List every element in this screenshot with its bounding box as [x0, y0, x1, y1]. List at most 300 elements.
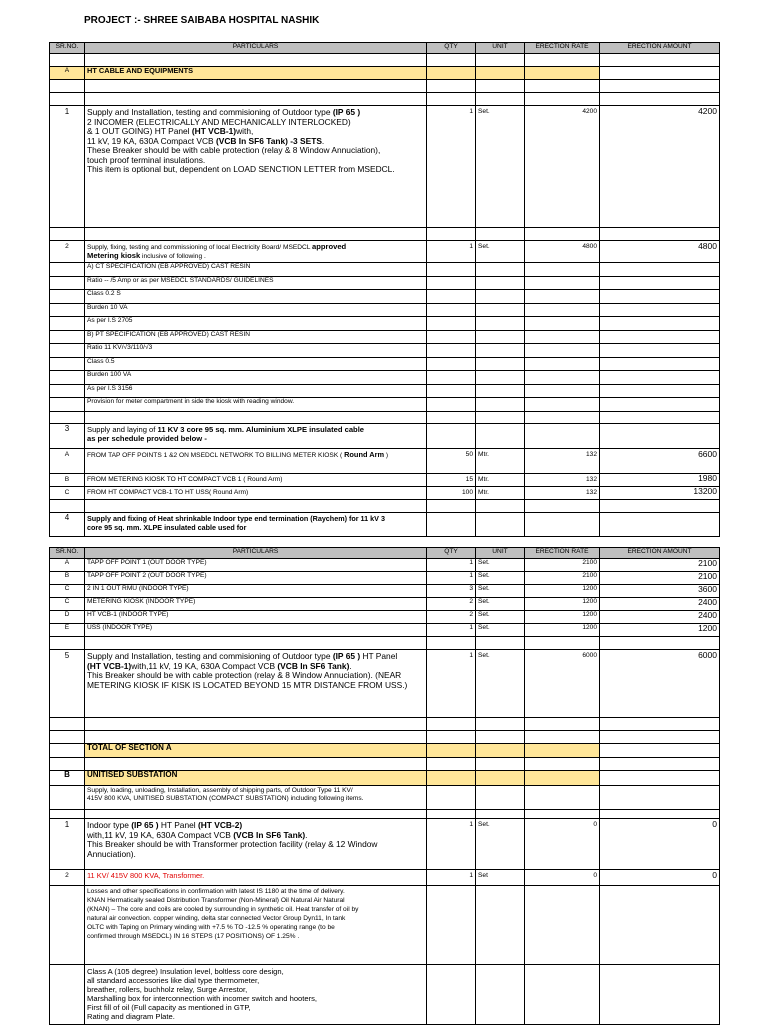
item-1-row [50, 106, 720, 228]
blank-row [50, 499, 720, 512]
table-header-row [50, 43, 720, 54]
empty-cell [427, 423, 476, 448]
spec-text: Class 0.5 [85, 357, 427, 371]
empty-cell [600, 93, 720, 106]
item-3-sr: 3 [50, 423, 85, 448]
table-cell: C [50, 585, 85, 598]
boq-table-2 [49, 547, 720, 1025]
empty-cell [600, 499, 720, 512]
item-2-row [50, 241, 720, 263]
item-3a-qty: 50 [427, 448, 476, 473]
section-a-sr: A [50, 67, 85, 80]
empty-cell [427, 965, 476, 1025]
empty-cell [476, 93, 525, 106]
empty-cell [525, 263, 600, 277]
empty-cell [50, 810, 85, 819]
empty-cell [476, 423, 525, 448]
empty-cell [476, 758, 525, 771]
empty-cell [525, 384, 600, 398]
empty-cell [525, 54, 600, 67]
item-3b-row [50, 473, 720, 486]
table-cell: 1200 [525, 585, 600, 598]
item-4-sr: 4 [50, 512, 85, 536]
empty-cell [600, 344, 720, 358]
item-3a-text: FROM TAP OFF POINTS 1 &2 ON MSEDCL NETWORK TO BILLING METER KIOSK ( Round Arm ) [85, 448, 427, 473]
empty-cell [427, 411, 476, 423]
item-5-qty: 1 [427, 650, 476, 718]
item-3-description: Supply and laying of 11 KV 3 core 95 sq. mm. Aluminium XLPE insulated cable as per schedule provided below - [85, 423, 427, 448]
blank-row [50, 411, 720, 423]
empty-cell [476, 344, 525, 358]
project-title: PROJECT :- SHREE SAIBABA HOSPITAL NASHIK [84, 15, 320, 26]
empty-cell [600, 357, 720, 371]
header-qty: QTY [427, 43, 476, 54]
empty-cell [50, 731, 85, 744]
empty-cell [427, 786, 476, 810]
spec-row [50, 344, 720, 358]
spec-row [50, 384, 720, 398]
empty-cell [85, 80, 427, 93]
blank-row [50, 637, 720, 650]
empty-cell [476, 303, 525, 317]
blank-row [50, 80, 720, 93]
header-srno: SR.NO. [50, 43, 85, 54]
empty-cell [600, 810, 720, 819]
item-1-description: Supply and Installation, testing and commisioning of Outdoor type (IP 65 ) 2 INCOMER (ELECTRICALLY AND MECHANICALLY INTERLOCKED) & 1 OUT GOING) HT Panel (HT VCB-1)with, 11 kV, 19 KA, 630A Compact VCB (VCB In SF6 Tank) -3 SETS. These Breaker should be with cable protection (relay & 8 Window Annuciation), touch proof terminal insulations. This item is optional but, dependent on LOAD SENCTION LETTER from MSEDCL. [85, 106, 427, 228]
item-2-unit: Set. [476, 241, 525, 263]
empty-cell [50, 317, 85, 331]
empty-cell [600, 290, 720, 304]
empty-cell [476, 810, 525, 819]
blank-row [50, 228, 720, 241]
item-4-row [50, 512, 720, 536]
empty-cell [525, 731, 600, 744]
empty-cell [600, 228, 720, 241]
empty-cell [476, 357, 525, 371]
empty-cell [600, 786, 720, 810]
spec-row [50, 330, 720, 344]
empty-cell [476, 54, 525, 67]
item-3a-row [50, 448, 720, 473]
empty-cell [427, 499, 476, 512]
empty-cell [50, 228, 85, 241]
item-2-description: Supply, fixing, testing and commissioning of local Electricity Board/ MSEDCL approved Metering kiosk inclusive of following . [85, 241, 427, 263]
empty-cell [50, 718, 85, 731]
empty-cell [525, 718, 600, 731]
empty-cell [525, 786, 600, 810]
spec-row [50, 276, 720, 290]
empty-cell [427, 330, 476, 344]
empty-cell [476, 290, 525, 304]
empty-cell [50, 499, 85, 512]
empty-cell [525, 398, 600, 412]
item-2-rate: 4800 [525, 241, 600, 263]
empty-cell [525, 423, 600, 448]
empty-cell [600, 371, 720, 385]
empty-cell [427, 637, 476, 650]
table-cell: E [50, 624, 85, 637]
spec-row [50, 290, 720, 304]
section-b-description: Supply, loading, unloading, Installation, assembly of shipping parts, of Outdoor Type 11 KV/ 415V 800 KVA, UNITISED SUBSTATION (COMPACT SUBSTATION) including following items. [85, 786, 427, 810]
item-2-amount: 4800 [600, 241, 720, 263]
empty-cell [427, 512, 476, 536]
empty-cell [600, 263, 720, 277]
empty-cell [525, 67, 600, 80]
empty-cell [600, 886, 720, 965]
spec-text: As per I.S 2705 [85, 317, 427, 331]
section-a-row [50, 67, 720, 80]
table-cell: 3 [427, 585, 476, 598]
empty-cell [525, 411, 600, 423]
item-b2-description: Losses and other specifications in confirmation with latest IS 1180 at the time of delivery. KNAN Hermatically sealed Distribution Transformer (Non-Mineral) Oil Natural Air Natural (KNAN) – The core and coils are cooled by surrounding in synthetic oil. Heat transfer of oil by natural air convection. copper winding, delta star connected Vector Group Dyn11, In tank OLTC with Taping on Primary winding with +7.5 % TO -12.5 % operating range (to be confirmed through MSEDCL) IN 16 STEPS (17 POSITIONS) OF 1.25% . [85, 886, 427, 965]
header-qty: QTY [427, 548, 476, 559]
item-3a-sr: A [50, 448, 85, 473]
item-4-description: Supply and fixing of Heat shrinkable Indoor type end termination (Raychem) for 11 kV 3 core 95 sq. mm. XLPE insulated cable used for [85, 512, 427, 536]
item-3b-unit: Mtr. [476, 473, 525, 486]
empty-cell [600, 512, 720, 536]
item-2-qty: 1 [427, 241, 476, 263]
item-b2-desc2-row [50, 965, 720, 1025]
table-row [50, 624, 720, 637]
empty-cell [600, 718, 720, 731]
item-3c-rate: 132 [525, 486, 600, 499]
item-b1-rate: 0 [525, 819, 600, 870]
empty-cell [525, 228, 600, 241]
empty-cell [50, 357, 85, 371]
item-5-amount: 6000 [600, 650, 720, 718]
blank-row [50, 810, 720, 819]
table-cell: 2100 [600, 559, 720, 572]
empty-cell [600, 80, 720, 93]
table-cell: 2100 [525, 572, 600, 585]
empty-cell [476, 512, 525, 536]
empty-cell [50, 965, 85, 1025]
spec-row [50, 263, 720, 277]
empty-cell [476, 263, 525, 277]
table-cell: 2100 [600, 572, 720, 585]
table-header-row [50, 548, 720, 559]
empty-cell [85, 499, 427, 512]
item-3c-sr: C [50, 486, 85, 499]
empty-cell [525, 771, 600, 786]
section-b-row [50, 771, 720, 786]
spec-text: Class 0.2 S [85, 290, 427, 304]
table-cell: 2 IN 1 OUT RMU (INDOOR TYPE) [85, 585, 427, 598]
blank-row [50, 93, 720, 106]
item-3b-qty: 15 [427, 473, 476, 486]
spec-row [50, 317, 720, 331]
table-cell: 2100 [525, 559, 600, 572]
empty-cell [600, 330, 720, 344]
total-section-a-row [50, 744, 720, 758]
empty-cell [85, 718, 427, 731]
empty-cell [476, 965, 525, 1025]
table-cell: 1 [427, 624, 476, 637]
empty-cell [427, 303, 476, 317]
item-5-row [50, 650, 720, 718]
header-erection-rate: ERECTION RATE [525, 43, 600, 54]
empty-cell [476, 398, 525, 412]
empty-cell [525, 290, 600, 304]
empty-cell [85, 810, 427, 819]
spec-text: Ratio -- /5 Amp or as per MSEDCL STANDARDS/ GUIDELINES [85, 276, 427, 290]
empty-cell [600, 965, 720, 1025]
spec-row [50, 357, 720, 371]
table-row [50, 585, 720, 598]
blank-row [50, 731, 720, 744]
empty-cell [50, 80, 85, 93]
empty-cell [427, 276, 476, 290]
empty-cell [600, 758, 720, 771]
item-3-row [50, 423, 720, 448]
item-3c-unit: Mtr. [476, 486, 525, 499]
spec-text: Burden 100 VA [85, 371, 427, 385]
empty-cell [427, 54, 476, 67]
empty-cell [427, 317, 476, 331]
item-1-unit: Set. [476, 106, 525, 228]
section-a-title: HT CABLE AND EQUIPMENTS [85, 67, 427, 80]
table-cell: 2 [427, 598, 476, 611]
item-5-sr: 5 [50, 650, 85, 718]
table-cell: D [50, 611, 85, 624]
empty-cell [427, 718, 476, 731]
empty-cell [525, 93, 600, 106]
empty-cell [50, 263, 85, 277]
empty-cell [525, 357, 600, 371]
item-b1-description: Indoor type (IP 65 ) HT Panel (HT VCB-2) with,11 kV, 19 KA, 630A Compact VCB (VCB In SF6 Tank). This Breaker should be with Transformer protection facility (relay & 12 Window Annuciation). [85, 819, 427, 870]
item-1-qty: 1 [427, 106, 476, 228]
empty-cell [476, 499, 525, 512]
table-cell: Set. [476, 585, 525, 598]
empty-cell [525, 303, 600, 317]
section-b-title: UNITISED SUBSTATION [85, 771, 427, 786]
empty-cell [525, 758, 600, 771]
item-3c-text: FROM HT COMPACT VCB-1 TO HT USS( Round Arm) [85, 486, 427, 499]
empty-cell [50, 411, 85, 423]
empty-cell [525, 499, 600, 512]
blank-row [50, 718, 720, 731]
empty-cell [476, 384, 525, 398]
empty-cell [525, 744, 600, 758]
section-b-desc-row [50, 786, 720, 810]
table-cell: 1200 [525, 598, 600, 611]
item-b2-rate: 0 [525, 870, 600, 886]
empty-cell [476, 80, 525, 93]
empty-cell [50, 330, 85, 344]
header-unit: UNIT [476, 548, 525, 559]
empty-cell [476, 718, 525, 731]
item-b1-row [50, 819, 720, 870]
item-5-description: Supply and Installation, testing and commisioning of Outdoor type (IP 65 ) HT Panel (HT VCB-1)with,11 kV, 19 KA, 630A Compact VCB (VCB In SF6 Tank). This Breaker should be with cable protection (relay & 8 Window Annuciation). (NEAR METERING KIOSK IF KISK IS LOCATED BEYOND 15 MTR DISTANCE FROM USS.) [85, 650, 427, 718]
empty-cell [427, 67, 476, 80]
item-1-amount: 4200 [600, 106, 720, 228]
empty-cell [427, 228, 476, 241]
table-cell: TAPP OFF POINT 1 (OUT DOOR TYPE) [85, 559, 427, 572]
empty-cell [476, 371, 525, 385]
empty-cell [427, 886, 476, 965]
empty-cell [476, 786, 525, 810]
empty-cell [600, 637, 720, 650]
header-srno: SR.NO. [50, 548, 85, 559]
empty-cell [85, 93, 427, 106]
empty-cell [427, 80, 476, 93]
empty-cell [427, 357, 476, 371]
empty-cell [525, 965, 600, 1025]
empty-cell [476, 317, 525, 331]
table-cell: Set. [476, 611, 525, 624]
empty-cell [600, 54, 720, 67]
empty-cell [600, 423, 720, 448]
item-b2-title: 11 KV/ 415V 800 KVA, Transformer. [85, 870, 427, 886]
empty-cell [476, 886, 525, 965]
empty-cell [476, 771, 525, 786]
empty-cell [85, 411, 427, 423]
item-3b-amount: 1980 [600, 473, 720, 486]
item-b2-amount: 0 [600, 870, 720, 886]
item-3b-sr: B [50, 473, 85, 486]
empty-cell [50, 303, 85, 317]
empty-cell [525, 637, 600, 650]
empty-cell [427, 384, 476, 398]
spec-text: A) CT SPECIFICATION (EB APPROVED) CAST RESIN [85, 263, 427, 277]
table-cell: 1200 [600, 624, 720, 637]
empty-cell [50, 398, 85, 412]
table-cell: Set. [476, 559, 525, 572]
empty-cell [525, 330, 600, 344]
empty-cell [525, 80, 600, 93]
item-3a-unit: Mtr. [476, 448, 525, 473]
empty-cell [427, 93, 476, 106]
header-erection-rate: ERECTION RATE [525, 548, 600, 559]
item-3c-qty: 100 [427, 486, 476, 499]
item-b2-description-2: Class A (105 degree) Insulation level, boltless core design, all standard accessories like dial type thermometer, breather, rollers, buchholz relay, Surge Arrestor, Marshalling box for interconnection with incomer switch and hooters, First fill of oil (Full capacity as mentioned in GTP, Rating and diagram Plate. [85, 965, 427, 1025]
item-5-unit: Set. [476, 650, 525, 718]
empty-cell [50, 786, 85, 810]
empty-cell [85, 54, 427, 67]
empty-cell [600, 384, 720, 398]
item-3b-text: FROM METERING KIOSK TO HT COMPACT VCB 1 ( Round Arm) [85, 473, 427, 486]
header-unit: UNIT [476, 43, 525, 54]
empty-cell [476, 744, 525, 758]
item-b2-unit: Set [476, 870, 525, 886]
empty-cell [85, 758, 427, 771]
empty-cell [50, 637, 85, 650]
table-cell: A [50, 559, 85, 572]
item-b2-row [50, 870, 720, 886]
empty-cell [427, 744, 476, 758]
item-3b-rate: 132 [525, 473, 600, 486]
table-cell: 1 [427, 559, 476, 572]
empty-cell [600, 744, 720, 758]
empty-cell [427, 263, 476, 277]
spec-row [50, 303, 720, 317]
empty-cell [50, 384, 85, 398]
item-b2-sr: 2 [50, 870, 85, 886]
blank-row [50, 54, 720, 67]
table-row [50, 572, 720, 585]
item-b1-qty: 1 [427, 819, 476, 870]
empty-cell [525, 886, 600, 965]
empty-cell [427, 344, 476, 358]
empty-cell [50, 290, 85, 304]
table-row [50, 598, 720, 611]
total-section-a-label: TOTAL OF SECTION A [85, 744, 427, 758]
table-cell: 3600 [600, 585, 720, 598]
empty-cell [50, 886, 85, 965]
section-b-sr: B [50, 771, 85, 786]
empty-cell [50, 276, 85, 290]
empty-cell [427, 731, 476, 744]
empty-cell [50, 54, 85, 67]
spec-text: Ratio 11 KV/√3/110/√3 [85, 344, 427, 358]
empty-cell [476, 276, 525, 290]
empty-cell [525, 317, 600, 331]
empty-cell [50, 758, 85, 771]
empty-cell [427, 810, 476, 819]
table-cell: TAPP OFF POINT 2 (OUT DOOR TYPE) [85, 572, 427, 585]
empty-cell [50, 371, 85, 385]
item-2-sr: 2 [50, 241, 85, 263]
item-b1-sr: 1 [50, 819, 85, 870]
empty-cell [476, 67, 525, 80]
table-cell: 1200 [525, 624, 600, 637]
empty-cell [525, 344, 600, 358]
empty-cell [525, 810, 600, 819]
table-cell: 2400 [600, 611, 720, 624]
table-cell: 1200 [525, 611, 600, 624]
empty-cell [600, 276, 720, 290]
spec-text: Burden 10 VA [85, 303, 427, 317]
empty-cell [85, 637, 427, 650]
empty-cell [600, 398, 720, 412]
table-row [50, 559, 720, 572]
empty-cell [50, 344, 85, 358]
table-cell: Set. [476, 572, 525, 585]
spec-text: Provision for meter compartment in side the kiosk with reading window. [85, 398, 427, 412]
item-1-sr: 1 [50, 106, 85, 228]
item-3c-row [50, 486, 720, 499]
table-cell: 1 [427, 572, 476, 585]
empty-cell [85, 731, 427, 744]
header-erection-amount: ERECTION AMOUNT [600, 548, 720, 559]
empty-cell [476, 637, 525, 650]
empty-cell [600, 731, 720, 744]
table-cell: Set. [476, 624, 525, 637]
blank-row [50, 758, 720, 771]
table-cell: B [50, 572, 85, 585]
table-cell: METERING KIOSK (INDOOR TYPE) [85, 598, 427, 611]
spec-text: B) PT SPECIFICATION (EB APPROVED) CAST RESIN [85, 330, 427, 344]
empty-cell [427, 758, 476, 771]
header-erection-amount: ERECTION AMOUNT [600, 43, 720, 54]
table-cell: HT VCB-1 (INDOOR TYPE) [85, 611, 427, 624]
boq-table-1 [49, 42, 720, 537]
empty-cell [525, 371, 600, 385]
item-b1-unit: Set. [476, 819, 525, 870]
empty-cell [427, 398, 476, 412]
item-5-rate: 6000 [525, 650, 600, 718]
spec-row [50, 398, 720, 412]
empty-cell [600, 317, 720, 331]
empty-cell [476, 228, 525, 241]
spec-row [50, 371, 720, 385]
item-b2-desc-row [50, 886, 720, 965]
empty-cell [600, 67, 720, 80]
item-3c-amount: 13200 [600, 486, 720, 499]
empty-cell [50, 93, 85, 106]
empty-cell [600, 411, 720, 423]
item-3a-rate: 132 [525, 448, 600, 473]
